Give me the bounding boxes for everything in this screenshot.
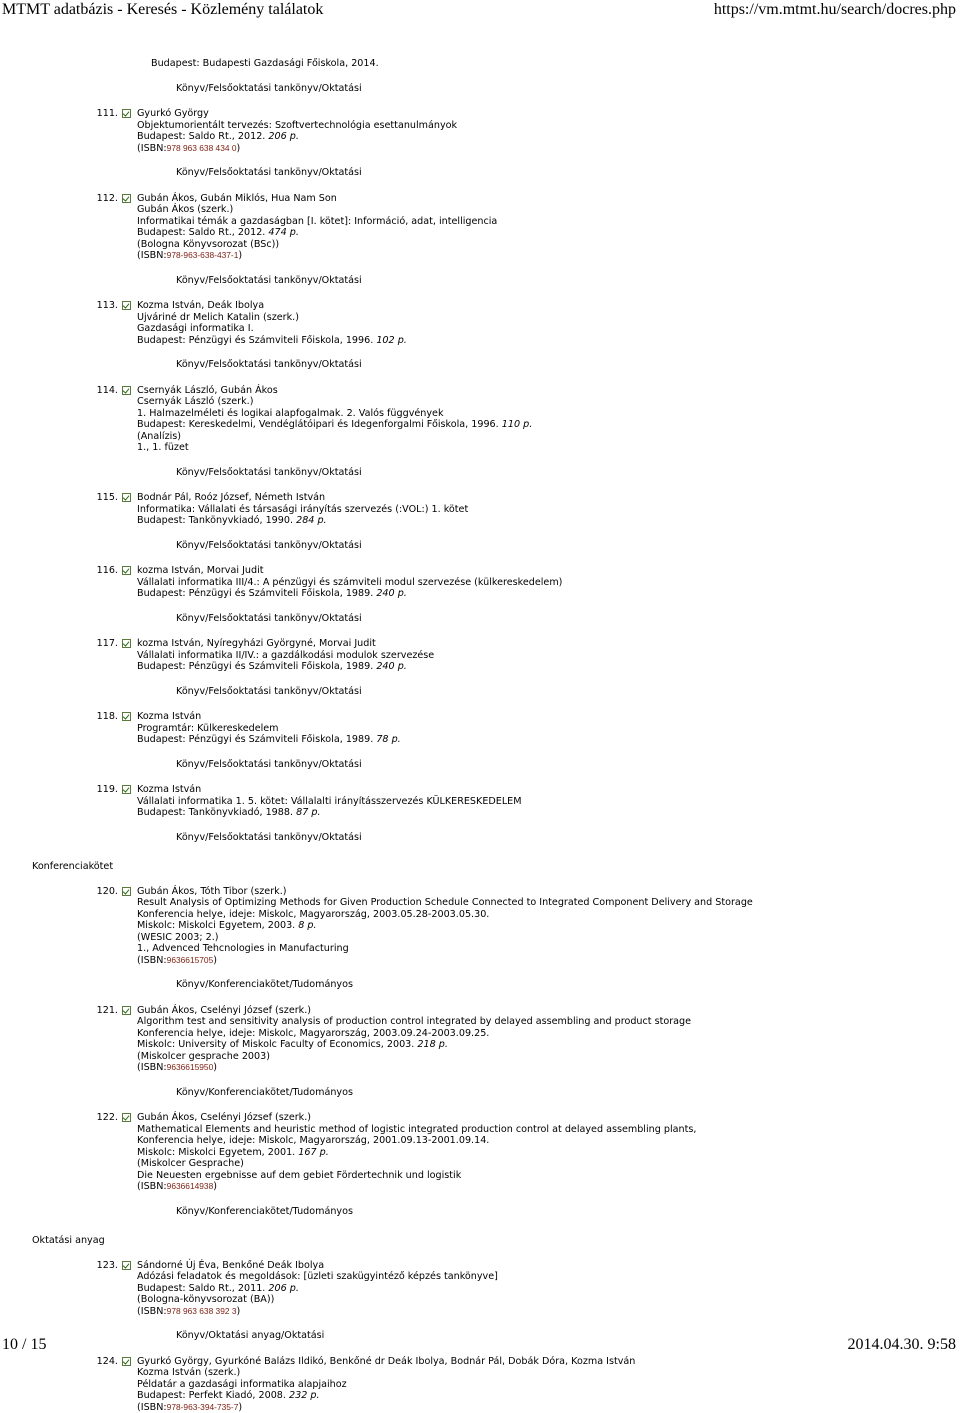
record-publisher: Budapest: Pénzügyi és Számviteli Főiskola, 1989. 78 p. — [137, 734, 960, 746]
publication-record — [0, 492, 960, 527]
record-pages: 232 p. — [289, 1390, 320, 1401]
record-authors[interactable]: Gubán Ákos, Gubán Miklós, Hua Nam Son — [137, 193, 960, 205]
record-authors[interactable]: kozma István, Nyíregyházi Györgyné, Morvai Judit — [137, 638, 960, 650]
record-type: Könyv/Oktatási anyag/Oktatási — [176, 1330, 960, 1342]
record-title: Informatika: Vállalati és társasági irányítás szervezés (:VOL:) 1. kötet — [137, 504, 960, 516]
select-checkbox-icon[interactable] — [121, 638, 132, 649]
isbn-value: 978-963-394-735-7 — [167, 1402, 239, 1412]
record-authors[interactable]: Kozma István — [137, 711, 960, 723]
print-datetime: 2014.04.30. 9:58 — [848, 1336, 956, 1354]
record-number: 115. — [0, 492, 121, 527]
page-footer — [0, 1333, 960, 1357]
record-authors[interactable]: Gyurkó György — [137, 108, 960, 120]
record-publisher: Budapest: Perfekt Kiadó, 2008. 232 p. — [137, 1390, 960, 1402]
record-pages: 78 p. — [376, 734, 400, 745]
publication-record — [0, 385, 960, 454]
record-editors: Gubán Ákos (szerk.) — [137, 204, 960, 216]
record-authors[interactable]: Gubán Ákos, Cselényi József (szerk.) — [137, 1005, 960, 1017]
record-pages: 8 p. — [298, 920, 316, 931]
record-type: Könyv/Felsőoktatási tankönyv/Oktatási — [176, 275, 960, 287]
record-number: 122. — [0, 1112, 121, 1193]
record-body — [137, 1005, 960, 1074]
record-number: 119. — [0, 784, 121, 819]
record-isbn: (ISBN:978 963 638 434 0) — [137, 143, 960, 155]
select-checkbox-icon[interactable] — [121, 1356, 132, 1367]
record-isbn: (ISBN:978-963-638-437-1) — [137, 250, 960, 262]
publication-record — [0, 193, 960, 262]
record-publisher: Budapest: Saldo Rt., 2011. 206 p. — [137, 1283, 960, 1295]
select-checkbox-icon[interactable] — [121, 108, 132, 119]
record-editors: Csernyák László (szerk.) — [137, 396, 960, 408]
header-title: MTMT adatbázis - Keresés - Közlemény találatok — [2, 1, 323, 19]
record-body — [137, 711, 960, 746]
record-title: Adózási feladatok és megoldások: [üzleti szakügyintéző képzés tankönyve] — [137, 1271, 960, 1283]
record-series: (Analízis) — [137, 431, 960, 443]
record-publisher: Budapest: Kereskedelmi, Vendéglátóipari és Idegenforgalmi Főiskola, 1996. 110 p. — [137, 419, 960, 431]
record-publisher: Budapest: Saldo Rt., 2012. 206 p. — [137, 131, 960, 143]
select-checkbox-icon[interactable] — [121, 711, 132, 722]
select-checkbox-icon[interactable] — [121, 1112, 132, 1123]
record-type: Könyv/Felsőoktatási tankönyv/Oktatási — [176, 359, 960, 371]
select-checkbox-icon[interactable] — [121, 784, 132, 795]
isbn-value: 9636614938 — [167, 1181, 214, 1191]
record-title: Gazdasági informatika I. — [137, 323, 960, 335]
record-type: Könyv/Felsőoktatási tankönyv/Oktatási — [176, 686, 960, 698]
record-publisher: Budapest: Pénzügyi és Számviteli Főiskola, 1989. 240 p. — [137, 588, 960, 600]
record-type: Könyv/Felsőoktatási tankönyv/Oktatási — [176, 613, 960, 625]
record-isbn: (ISBN:9636615950) — [137, 1062, 960, 1074]
record-isbn: (ISBN:9636615705) — [137, 955, 960, 967]
record-body — [137, 385, 960, 454]
record-authors[interactable]: kozma István, Morvai Judit — [137, 565, 960, 577]
record-publisher: Budapest: Tankönyvkiadó, 1988. 87 p. — [137, 807, 960, 819]
record-pages: 218 p. — [417, 1039, 448, 1050]
publication-record — [0, 1005, 960, 1074]
record-number: 116. — [0, 565, 121, 600]
record-publisher: Budapest: Saldo Rt., 2012. 474 p. — [137, 227, 960, 239]
record-type: Könyv/Felsőoktatási tankönyv/Oktatási — [176, 467, 960, 479]
record-number: 120. — [0, 886, 121, 967]
publication-record — [0, 638, 960, 673]
record-publisher: Budapest: Tankönyvkiadó, 1990. 284 p. — [137, 515, 960, 527]
record-authors[interactable]: Sándorné Új Éva, Benkőné Deák Ibolya — [137, 1260, 960, 1272]
record-title: Algorithm test and sensitivity analysis of production control integrated by delayed assembling and product storage — [137, 1016, 960, 1028]
record-body — [137, 108, 960, 154]
record-number: 118. — [0, 711, 121, 746]
publication-record — [0, 711, 960, 746]
record-isbn: (ISBN:978-963-394-735-7) — [137, 1402, 960, 1413]
record-number: 114. — [0, 385, 121, 454]
record-publisher: Miskolc: Miskolci Egyetem, 2003. 8 p. — [137, 920, 960, 932]
record-title: Példatár a gazdasági informatika alapjaihoz — [137, 1379, 960, 1391]
isbn-value: 978 963 638 434 0 — [167, 143, 237, 153]
publication-record — [0, 565, 960, 600]
publication-record — [0, 784, 960, 819]
record-type: Könyv/Konferenciakötet/Tudományos — [176, 1087, 960, 1099]
records-konferencia — [0, 886, 960, 1218]
select-checkbox-icon[interactable] — [121, 565, 132, 576]
select-checkbox-icon[interactable] — [121, 1260, 132, 1271]
record-pages: 284 p. — [296, 515, 327, 526]
record-series: (WESIC 2003; 2.) — [137, 932, 960, 944]
record-series: (Miskolcer Gesprache) — [137, 1158, 960, 1170]
record-pages: 110 p. — [502, 419, 533, 430]
record-body — [137, 784, 960, 819]
select-checkbox-icon[interactable] — [121, 385, 132, 396]
record-body — [137, 886, 960, 967]
record-pages: 206 p. — [268, 1283, 299, 1294]
record-authors[interactable]: Csernyák László, Gubán Ákos — [137, 385, 960, 397]
record-body — [137, 1356, 960, 1413]
record-pages: 87 p. — [296, 807, 320, 818]
record-title: Programtár: Külkereskedelem — [137, 723, 960, 735]
section-heading-konferenciakotet: Konferenciakötet — [32, 861, 960, 873]
page-header — [0, 0, 960, 24]
select-checkbox-icon[interactable] — [121, 492, 132, 503]
record-extra: Die Neuesten ergebnisse auf dem gebiet Fördertechnik und logistik — [137, 1170, 960, 1182]
record-conference: Konferencia helye, ideje: Miskolc, Magyarország, 2001.09.13-2001.09.14. — [137, 1135, 960, 1147]
records-main — [0, 108, 960, 843]
record-extra: 1., 1. füzet — [137, 442, 960, 454]
isbn-value: 9636615950 — [167, 1062, 214, 1072]
publication-record — [0, 1112, 960, 1193]
record-publisher: Miskolc: University of Miskolc Faculty of Economics, 2003. 218 p. — [137, 1039, 960, 1051]
record-body — [137, 1260, 960, 1318]
header-url: https://vm.mtmt.hu/search/docres.php — [714, 1, 956, 19]
record-number: 112. — [0, 193, 121, 262]
record-title: Result Analysis of Optimizing Methods for Given Production Schedule Connected to Integrated Component Delivery and Storage — [137, 897, 960, 909]
record-authors[interactable]: Kozma István, Deák Ibolya — [137, 300, 960, 312]
record-body — [137, 193, 960, 262]
isbn-value: 9636615705 — [167, 955, 214, 965]
record-conference: Konferencia helye, ideje: Miskolc, Magyarország, 2003.09.24-2003.09.25. — [137, 1028, 960, 1040]
record-type: Könyv/Felsőoktatási tankönyv/Oktatási — [176, 832, 960, 844]
record-authors[interactable]: Gubán Ákos, Cselényi József (szerk.) — [137, 1112, 960, 1124]
record-pages: 240 p. — [376, 661, 407, 672]
select-checkbox-icon[interactable] — [121, 300, 132, 311]
record-isbn: (ISBN:9636614938) — [137, 1181, 960, 1193]
record-type: Könyv/Felsőoktatási tankönyv/Oktatási — [176, 167, 960, 179]
record-title: Vállalati informatika III/4.: A pénzügyi és számviteli modul szervezése (külkereskedelem) — [137, 577, 960, 589]
record-body — [137, 565, 960, 600]
prev-publisher-line: Budapest: Budapesti Gazdasági Főiskola, 2014. — [151, 58, 960, 70]
record-body — [137, 300, 960, 346]
record-body — [137, 638, 960, 673]
publication-record — [0, 1260, 960, 1318]
record-number: 117. — [0, 638, 121, 673]
publication-record — [0, 1356, 960, 1413]
select-checkbox-icon[interactable] — [121, 193, 132, 204]
record-publisher: Budapest: Pénzügyi és Számviteli Főiskola, 1996. 102 p. — [137, 335, 960, 347]
record-authors[interactable]: Kozma István — [137, 784, 960, 796]
record-pages: 102 p. — [376, 335, 407, 346]
record-type: Könyv/Felsőoktatási tankönyv/Oktatási — [176, 759, 960, 771]
record-title: Mathematical Elements and heuristic method of logistic integrated production control at delayed assembling plants, — [137, 1124, 960, 1136]
record-title: Vállalati informatika 1. 5. kötet: Vállalalti irányításszervezés KÜLKERESKEDELEM — [137, 796, 960, 808]
record-publisher: Budapest: Pénzügyi és Számviteli Főiskola, 1989. 240 p. — [137, 661, 960, 673]
record-number: 121. — [0, 1005, 121, 1074]
prev-type-line: Könyv/Felsőoktatási tankönyv/Oktatási — [176, 83, 960, 95]
record-body — [137, 1112, 960, 1193]
record-number: 113. — [0, 300, 121, 346]
record-series: (Bologna Könyvsorozat (BSc)) — [137, 239, 960, 251]
record-series: (Miskolcer gesprache 2003) — [137, 1051, 960, 1063]
record-pages: 167 p. — [298, 1147, 329, 1158]
record-series: (Bologna-könyvsorozat (BA)) — [137, 1294, 960, 1306]
results-list — [0, 58, 960, 1413]
record-title: Vállalati informatika II/IV.: a gazdálkodási modulok szervezése — [137, 650, 960, 662]
record-authors[interactable]: Bodnár Pál, Roóz József, Németh István — [137, 492, 960, 504]
isbn-value: 978-963-638-437-1 — [167, 250, 239, 260]
select-checkbox-icon[interactable] — [121, 886, 132, 897]
publication-record — [0, 886, 960, 967]
record-editors: Kozma István (szerk.) — [137, 1367, 960, 1379]
publication-record — [0, 300, 960, 346]
record-body — [137, 492, 960, 527]
record-title: Informatikai témák a gazdaságban [I. kötet]: Információ, adat, intelligencia — [137, 216, 960, 228]
record-conference: Konferencia helye, ideje: Miskolc, Magyarország, 2003.05.28-2003.05.30. — [137, 909, 960, 921]
record-extra: 1., Advenced Tehcnologies in Manufacturing — [137, 943, 960, 955]
record-pages: 206 p. — [268, 131, 299, 142]
record-authors[interactable]: Gyurkó György, Gyurkóné Balázs Ildikó, Benkőné dr Deák Ibolya, Bodnár Pál, Dobák Dóra, Kozma István — [137, 1356, 960, 1368]
record-title: Objektumorientált tervezés: Szoftvertechnológia esettanulmányok — [137, 120, 960, 132]
record-type: Könyv/Felsőoktatási tankönyv/Oktatási — [176, 540, 960, 552]
record-isbn: (ISBN:978 963 638 392 3) — [137, 1306, 960, 1318]
record-title: 1. Halmazelméleti és logikai alapfogalmak. 2. Valós függvények — [137, 408, 960, 420]
record-editors: Ujváriné dr Melich Katalin (szerk.) — [137, 312, 960, 324]
isbn-value: 978 963 638 392 3 — [167, 1306, 237, 1316]
record-type: Könyv/Konferenciakötet/Tudományos — [176, 979, 960, 991]
record-type: Könyv/Konferenciakötet/Tudományos — [176, 1206, 960, 1218]
record-number: 111. — [0, 108, 121, 154]
select-checkbox-icon[interactable] — [121, 1005, 132, 1016]
section-heading-oktatasi-anyag: Oktatási anyag — [32, 1235, 960, 1247]
record-number: 124. — [0, 1356, 121, 1413]
record-pages: 474 p. — [268, 227, 299, 238]
publication-record — [0, 108, 960, 154]
record-publisher: Miskolc: Miskolci Egyetem, 2001. 167 p. — [137, 1147, 960, 1159]
page-counter: 10 / 15 — [2, 1336, 46, 1354]
record-authors[interactable]: Gubán Ákos, Tóth Tibor (szerk.) — [137, 886, 960, 898]
record-number: 123. — [0, 1260, 121, 1318]
record-pages: 240 p. — [376, 588, 407, 599]
